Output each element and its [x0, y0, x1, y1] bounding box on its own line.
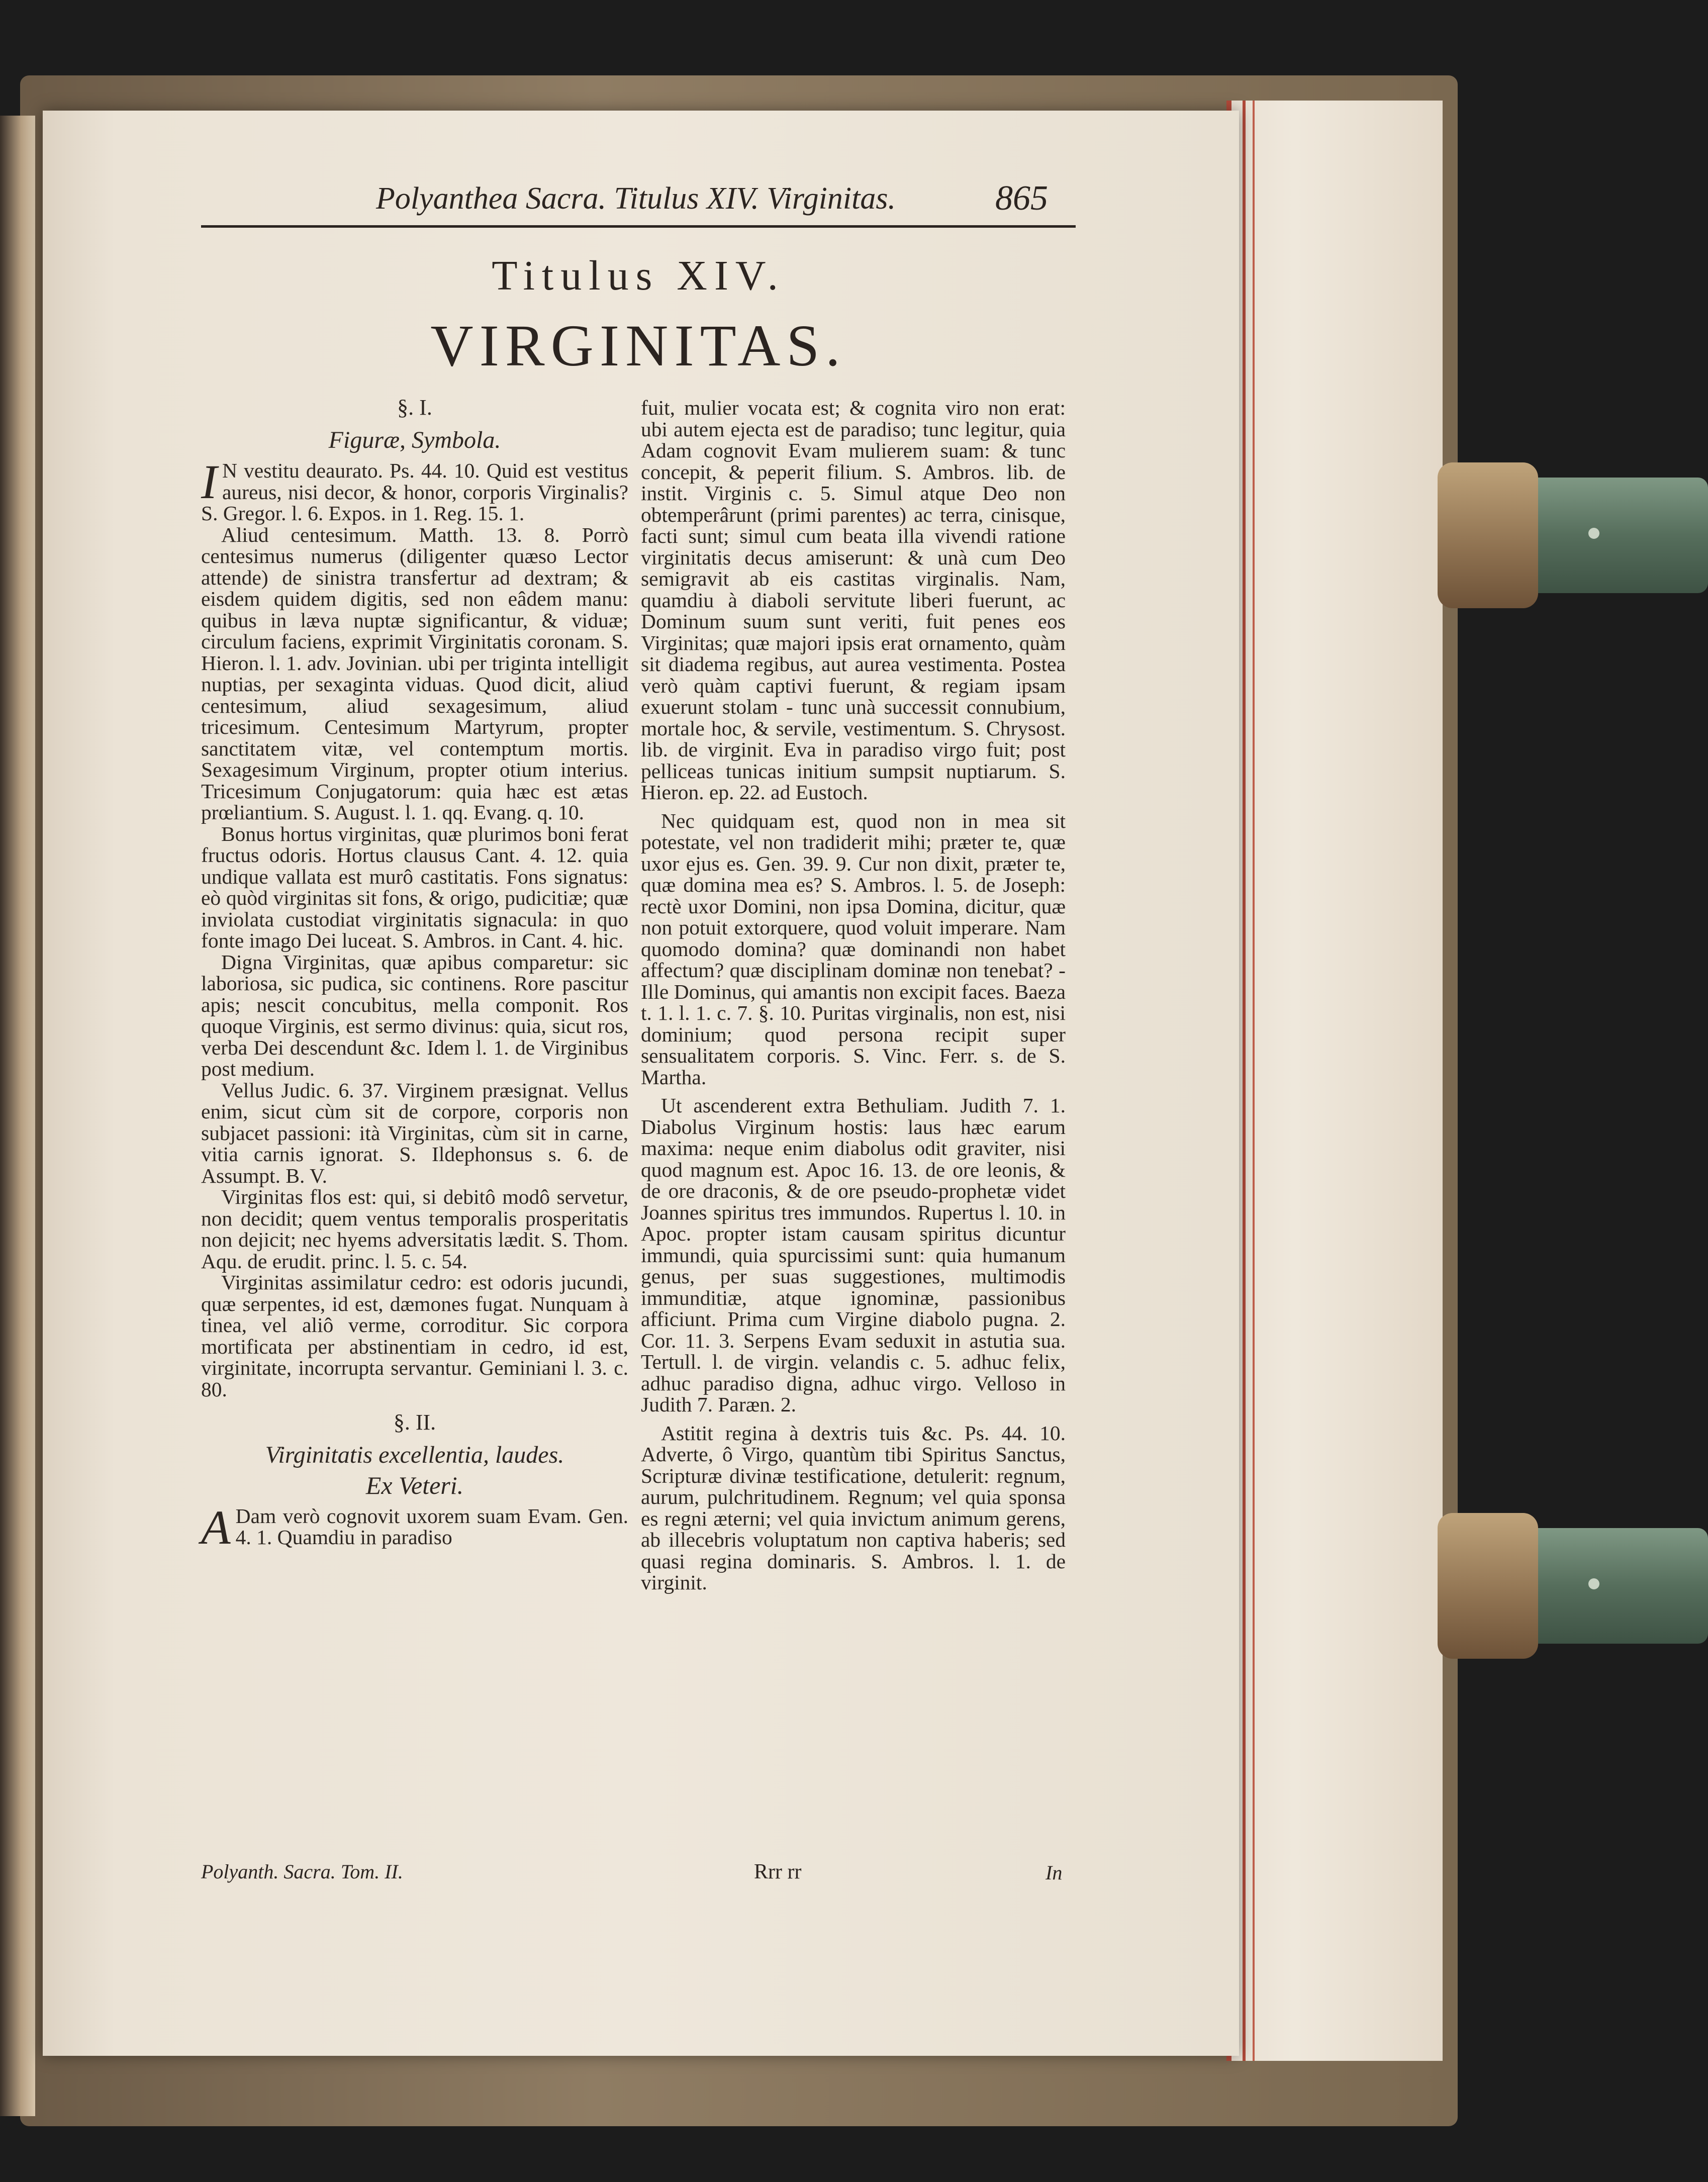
- right-column: [641, 397, 1066, 1593]
- paragraph: Astitit regina à dextris tuis &c. Ps. 44. 10. Adverte, ô Virgo, quantùm tibi Spiritus Sanctus, Scripturæ divinæ testificatione, detulerit: regnum, aurum, pulchritudinem. Regnum; vel quia sponsa es regni æterni; vel quia invictum animum gerens, ab illecebris voluptatum non captiva haberis; sed quasi regina dominaris. S. Ambros. l. 1. de virginit.: [641, 1421, 1066, 1594]
- left-column: [201, 395, 628, 1554]
- page-block-edges: [1226, 101, 1443, 2061]
- rivet-icon: [1588, 1578, 1599, 1589]
- paragraph: Nec quidquam est, quod non in mea sit potestate, vel non tradiderit mihi; præter te, quæ uxor ejus es. Gen. 39. 9. Cur non dixit, præter te, quæ domina mea es? S. Ambros. l. 5. de Joseph: rectè uxor Domini, non ipsa Domina, dicitur, quæ non potuit extorquere, quod voluit imperare. Nam quomodo domina? quæ dominandi non habet affectum? quæ disciplinam dominæ non tenebat? - Ille Dominus, qui amantis non excipit faces. Baeza t. 1. l. 1. c. 7. §. 10. Puritas virginalis, non est, nisi dominium; quod persona recipit super sensualitatem corporis. S. Vinc. Ferr. s. de S. Martha.: [641, 809, 1066, 1089]
- paragraph: IN vestitu deaurato. Ps. 44. 10. Quid est vestitus aureus, nisi decor, & honor, corporis Virginalis? S. Gregor. l. 6. Expos. in 1. Reg. 15. 1.: [201, 455, 628, 525]
- paragraph: Bonus hortus virginitas, quæ plurimos boni ferat fructus odoris. Hortus clausus Cant. 4. 12. quia undique vallata est murô castitatis. Fons signatus: eò quòd virginitas sit fons, & origo, pudicitiæ; quæ inviolata custodiat virginitatis signacula: in quo fonte imago Dei luceat. S. Ambros. in Cant. 4. hic.: [201, 822, 628, 952]
- paragraph: Virginitas assimilatur cedro: est odoris jucundi, quæ serpentes, id est, dæmones fugat. Nunquam à tinea, vel aliô verme, corroditur. Sic corpora mortificata per abstinentiam in cedro, id est, virginitate, incorrupta servantur. Geminiani l. 3. c. 80.: [201, 1271, 628, 1401]
- header-rule: [201, 225, 1076, 228]
- paragraph: Virginitas flos est: qui, si debitô modô servetur, non decidit; quem ventus temporalis prosperitatis non dejicit; nec hyems adversitatis lædit. S. Thom. Aqu. de erudit. princ. l. 5. c. 54.: [201, 1185, 628, 1273]
- clasp-catch: [1438, 462, 1538, 608]
- previous-page-edge: [0, 116, 35, 2116]
- running-title: Polyanthea Sacra. Titulus XIV. Virginitas.: [376, 181, 896, 216]
- title-line-1: Titulus XIV.: [492, 252, 785, 299]
- upper-clasp: [1448, 478, 1708, 593]
- paragraph: Digna Virginitas, quæ apibus comparetur: sic laboriosa, sic pudica, sic continens. Rore pascitur apis; nescit concubitus, mella componit. Ros quoque Virginis, est sermo divinus: quia, sicut ros, verba Dei descendunt &c. Idem l. 1. de Virginibus post medium.: [201, 950, 628, 1080]
- signature-footer: Polyanth. Sacra. Tom. II.: [201, 1860, 403, 1883]
- signature-mark: Rrr rr: [754, 1860, 802, 1883]
- paragraph: ADam verò cognovit uxorem suam Evam. Gen. 4. 1. Quamdiu in paradiso: [201, 1500, 628, 1554]
- title-line-2: VIRGINITAS.: [430, 313, 846, 378]
- paragraph: Aliud centesimum. Matth. 13. 8. Porrò centesimus numerus (diligenter quæso Lector attende) de sinistra transfertur ad dextram; & eisdem quidem digitis, sed non eâdem manu: quibus in læva nuptæ significantur, & viduæ; circulum faciens, exprimit Virginitatis coronam. S. Hieron. l. 1. adv. Jovinian. ubi per triginta intelligit nuptias, per sexaginta viduas. Quod dicit, aliud centesimum, aliud sexagesimum, aliud tricesimum. Centesimum Martyrum, propter sanctitatem vitæ, vel contemptum mortis. Sexagesimum Virginum, propter otium interius. Tricesimum Conjugatorum: quia hæc est ætas prœliantium. S. August. l. 1. qq. Evang. q. 10.: [201, 523, 628, 824]
- clasp-catch: [1438, 1513, 1538, 1659]
- page-number: 865: [995, 179, 1048, 218]
- section-subtitle: Ex Veteri.: [365, 1471, 464, 1499]
- section-subtitle: Figuræ, Symbola.: [328, 426, 501, 453]
- rivet-icon: [1588, 528, 1599, 539]
- lower-clasp: [1448, 1528, 1708, 1644]
- catchword: In: [1046, 1861, 1063, 1884]
- section-heading: §. I.: [397, 395, 432, 420]
- section-heading: §. II.: [393, 1410, 436, 1435]
- paragraph: fuit, mulier vocata est; & cognita viro non erat: ubi autem ejecta est de paradiso; tunc legitur, quia Adam cognovit Evam mulierem suam: & tunc concepit, & peperit filium. S. Ambros. lib. de instit. Virginis c. 5. Simul atque Deo non obtemperârunt (primi parentes) ac terra, cinisque, facti sunt; simul cum beata illa vivendi ratione virginitatis decus amiserunt: & unà cum Deo semigravit ab eis castitas virginalis. Nam, quamdiu à diaboli servitute liberi fuerunt, ac Dominum suum sunt veriti, fuit penes eos Virginitas; quæ majori ipsis erat ornamento, quàm sit diadema regibus, aut aurea vestimenta. Postea verò quàm captivi fuerunt, & regiam ipsam exuerunt stolam - tunc unà successit connubium, mortale hoc, & servile, vestimentum. S. Chrysost. lib. de virginit. Eva in paradiso virgo fuit; post pelliceas tunicas initium sumpsit nuptiarum. S. Hieron. ep. 22. ad Eustoch.: [641, 396, 1066, 804]
- paragraph: Ut ascenderent extra Bethuliam. Judith 7. 1. Diabolus Virginum hostis: laus hæc earum maxima: neque enim diabolus odit graviter, nisi quod magnum est. Apoc 16. 13. de ore leonis, & de ore draconis, & de ore pseudo-prophetæ videt Joannes spiritus tres immundos. Rupertus l. 10. in Apoc. propter istam causam spiritus dicuntur immundi, quia spurcissimi sunt: quia humanum genus, per suas suggestiones, multimodis immunditiæ, atque ignominæ, passionibus afficiunt. Prima cum Virgine diabolo pugna. 2. Cor. 11. 3. Serpens Evam seduxit in astutia sua. Tertull. l. de virgin. velandis c. 5. adhuc felix, adhuc paradiso digna, adhuc virgo. Velloso in Judith 7. Paræn. 2.: [641, 1094, 1066, 1416]
- section-subtitle: Virginitatis excellentia, laudes.: [265, 1441, 564, 1468]
- paragraph: Vellus Judic. 6. 37. Virginem præsignat. Vellus enim, sicut cùm sit de corpore, corporis non subjacet passioni: ità Virginitas, cùm sit in carne, vitia carnis ignorat. S. Ildephonsus s. 6. de Assumpt. B. V.: [201, 1078, 628, 1187]
